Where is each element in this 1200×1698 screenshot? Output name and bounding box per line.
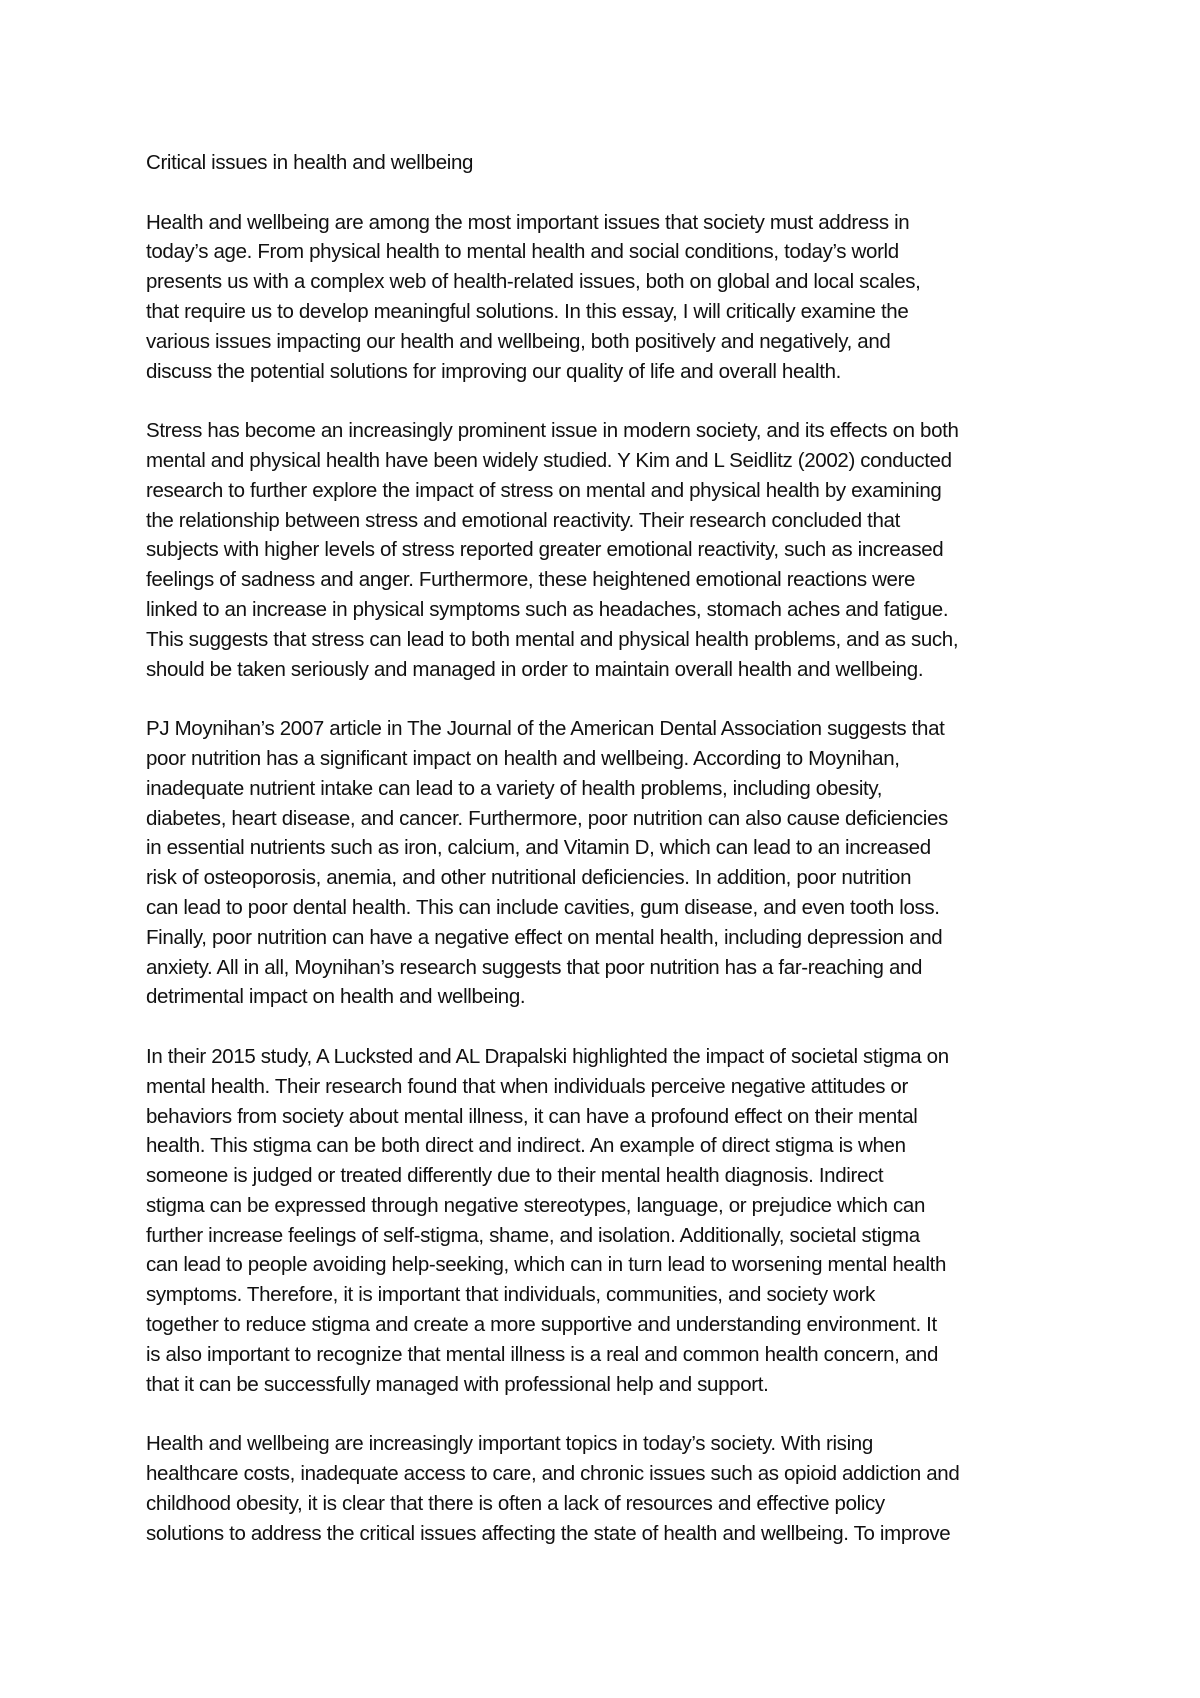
text-line: mental and physical health have been widely studied. Y Kim and L Seidlitz (2002) conducted: [146, 448, 952, 472]
text-line: the relationship between stress and emotional reactivity. Their research concluded that: [146, 508, 900, 532]
text-line: This suggests that stress can lead to both mental and physical health problems, and as such,: [146, 627, 959, 651]
text-line: PJ Moynihan’s 2007 article in The Journal of the American Dental Association suggests that: [146, 717, 945, 741]
text-line: together to reduce stigma and create a more supportive and understanding environment. It: [146, 1313, 937, 1337]
paragraph-conclusion: [146, 1429, 1086, 1548]
paragraph-nutrition: [146, 714, 1086, 1012]
text-line: Stress has become an increasingly prominent issue in modern society, and its effects on both: [146, 419, 959, 443]
paragraph-stress: [146, 416, 1086, 684]
text-line: subjects with higher levels of stress reported greater emotional reactivity, such as increased: [146, 538, 944, 562]
text-line: in essential nutrients such as iron, calcium, and Vitamin D, which can lead to an increased: [146, 836, 931, 860]
text-line: diabetes, heart disease, and cancer. Furthermore, poor nutrition can also cause deficiencies: [146, 806, 948, 830]
text-line: health. This stigma can be both direct and indirect. An example of direct stigma is when: [146, 1134, 906, 1158]
text-line: symptoms. Therefore, it is important that individuals, communities, and society work: [146, 1283, 876, 1307]
text-line: Finally, poor nutrition can have a negative effect on mental health, including depression and: [146, 925, 943, 949]
text-line: childhood obesity, it is clear that there is often a lack of resources and effective policy: [146, 1491, 885, 1515]
text-line: research to further explore the impact of stress on mental and physical health by examining: [146, 478, 942, 502]
paragraph-intro: [146, 208, 1086, 387]
paragraph-stigma: [146, 1042, 1086, 1400]
text-line: detrimental impact on health and wellbeing.: [146, 985, 526, 1009]
text-line: should be taken seriously and managed in order to maintain overall health and wellbeing.: [146, 657, 924, 681]
text-line: Health and wellbeing are increasingly important topics in today’s society. With rising: [146, 1432, 873, 1456]
text-line: In their 2015 study, A Lucksted and AL Drapalski highlighted the impact of societal stigma on: [146, 1044, 949, 1068]
text-line: can lead to people avoiding help-seeking, which can in turn lead to worsening mental health: [146, 1253, 947, 1277]
text-line: someone is judged or treated differently due to their mental health diagnosis. Indirect: [146, 1164, 884, 1188]
text-line: solutions to address the critical issues affecting the state of health and wellbeing. To improve: [146, 1521, 951, 1545]
text-line: anxiety. All in all, Moynihan’s research suggests that poor nutrition has a far-reaching and: [146, 955, 923, 979]
text-line: poor nutrition has a significant impact on health and wellbeing. According to Moynihan,: [146, 746, 900, 770]
text-line: that require us to develop meaningful solutions. In this essay, I will critically examine the: [146, 299, 909, 323]
text-line: Health and wellbeing are among the most important issues that society must address in: [146, 210, 910, 234]
text-line: inadequate nutrient intake can lead to a variety of health problems, including obesity,: [146, 776, 883, 800]
text-line: that it can be successfully managed with professional help and support.: [146, 1372, 769, 1396]
document-body: [146, 148, 1086, 1578]
text-line: various issues impacting our health and wellbeing, both positively and negatively, and: [146, 329, 891, 353]
text-line: further increase feelings of self-stigma, shame, and isolation. Additionally, societal stigma: [146, 1223, 920, 1247]
text-line: is also important to recognize that mental illness is a real and common health concern, and: [146, 1342, 939, 1366]
text-line: can lead to poor dental health. This can include cavities, gum disease, and even tooth loss.: [146, 895, 940, 919]
text-line: feelings of sadness and anger. Furthermore, these heightened emotional reactions were: [146, 568, 916, 592]
text-line: behaviors from society about mental illness, it can have a profound effect on their mental: [146, 1104, 918, 1128]
text-line: presents us with a complex web of health-related issues, both on global and local scales,: [146, 270, 921, 294]
text-line: healthcare costs, inadequate access to care, and chronic issues such as opioid addiction and: [146, 1462, 960, 1486]
text-line: today’s age. From physical health to mental health and social conditions, today’s world: [146, 240, 899, 264]
text-line: risk of osteoporosis, anemia, and other nutritional deficiencies. In addition, poor nutrition: [146, 866, 912, 890]
text-line: linked to an increase in physical symptoms such as headaches, stomach aches and fatigue.: [146, 597, 949, 621]
text-line: stigma can be expressed through negative stereotypes, language, or prejudice which can: [146, 1193, 926, 1217]
text-line: mental health. Their research found that when individuals perceive negative attitudes or: [146, 1074, 908, 1098]
text-line: discuss the potential solutions for improving our quality of life and overall health.: [146, 359, 841, 383]
document-title: Critical issues in health and wellbeing: [146, 151, 474, 174]
